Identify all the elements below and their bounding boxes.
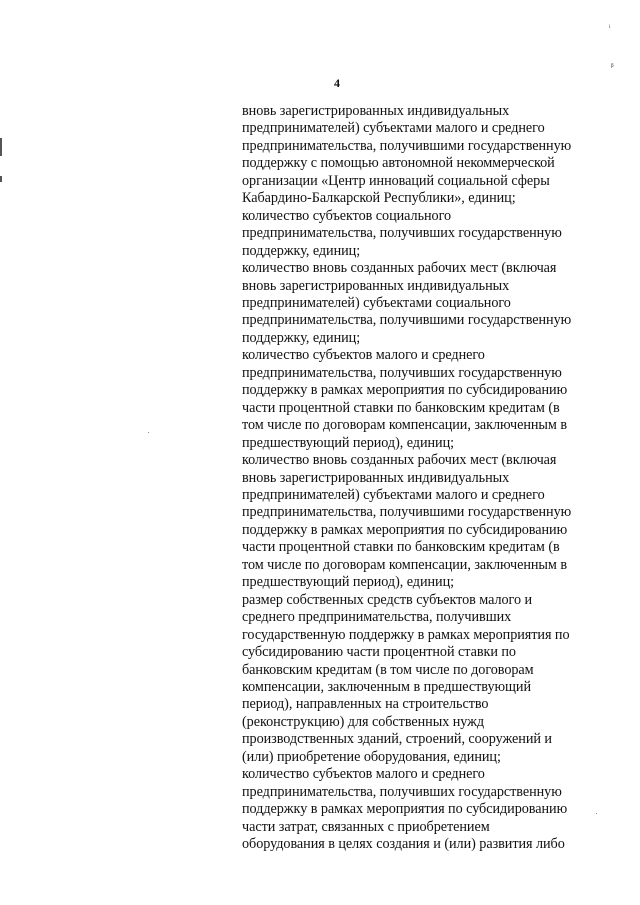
text-line: (или) приобретение оборудования, единиц;: [242, 748, 501, 765]
text-line: части процентной ставки по банковским кредитам (в: [242, 539, 560, 556]
text-line: государственную поддержку в рамках мероприятия по: [242, 626, 570, 643]
scan-mark: ᵢ: [609, 19, 611, 29]
text-line: вновь зарегистрированных индивидуальных: [242, 103, 510, 119]
text-line: количество субъектов малого и среднего: [242, 766, 485, 783]
text-line: предпринимательства, получившими государственную: [242, 504, 572, 521]
text-line: том числе по договорам компенсации, заключенным в: [242, 556, 567, 573]
text-line: поддержку в рамках мероприятия по субсидированию: [242, 521, 568, 538]
text-line: части процентной ставки по банковским кредитам (в: [242, 399, 560, 416]
scan-mark: ᵦ: [611, 58, 614, 68]
text-line: предпринимательства, получивших государственную: [242, 225, 562, 242]
text-line: части затрат, связанных с приобретением: [242, 818, 490, 835]
text-line: производственных зданий, строений, сооружений и: [242, 731, 552, 748]
text-line: период), направленных на строительство: [242, 696, 489, 713]
text-line: субсидированию части процентной ставки по: [242, 644, 516, 661]
text-line: предпринимательства, получившими государственную: [242, 312, 572, 329]
text-line: поддержку, единиц;: [242, 329, 361, 346]
text-line: поддержку в рамках мероприятия по субсидированию: [242, 382, 568, 399]
scan-edge-mark: [0, 138, 2, 156]
text-line: том числе по договорам компенсации, заключенным в: [242, 417, 567, 434]
text-line: вновь зарегистрированных индивидуальных: [242, 277, 510, 294]
text-line: банковским кредитам (в том числе по договорам: [242, 661, 534, 678]
text-line: компенсации, заключенным в предшествующий: [242, 678, 532, 695]
text-line: предпринимателей) субъектами социального: [242, 294, 511, 311]
text-line: размер собственных средств субъектов малого и: [242, 591, 533, 608]
text-line: организации «Центр инноваций социальной сферы: [242, 172, 550, 189]
text-line: вновь зарегистрированных индивидуальных: [242, 469, 510, 486]
text-line: предшествующий период), единиц;: [242, 574, 455, 591]
text-line: количество вновь созданных рабочих мест (включая: [242, 260, 557, 277]
scan-edge-mark: [0, 176, 2, 182]
text-line: (реконструкцию) для собственных нужд: [242, 713, 485, 730]
text-line: предпринимательства, получивших государственную: [242, 783, 562, 800]
text-line: предпринимательства, получившими государственную: [242, 137, 572, 154]
text-line: Кабардино-Балкарской Республики», единиц;: [242, 190, 516, 207]
text-line: предпринимателей) субъектами малого и среднего: [242, 486, 545, 503]
text-line: оборудования в целях создания и (или) развития либо: [242, 836, 565, 853]
text-line: поддержку с помощью автономной некоммерческой: [242, 155, 555, 172]
text-line: среднего предпринимательства, получивших: [242, 609, 512, 626]
text-line: количество субъектов малого и среднего: [242, 347, 485, 364]
text-line: количество субъектов социального: [242, 207, 452, 224]
body-text: [242, 103, 614, 853]
page-number: 4: [334, 76, 340, 90]
text-line: предшествующий период), единиц;: [242, 434, 455, 451]
text-line: количество вновь созданных рабочих мест (включая: [242, 452, 557, 469]
scan-speck: [148, 432, 149, 433]
text-line: поддержку в рамках мероприятия по субсидированию: [242, 801, 568, 818]
text-line: поддержку, единиц;: [242, 242, 361, 259]
text-line: предпринимательства, получивших государственную: [242, 364, 562, 381]
text-line: предпринимателей) субъектами малого и среднего: [242, 120, 545, 137]
